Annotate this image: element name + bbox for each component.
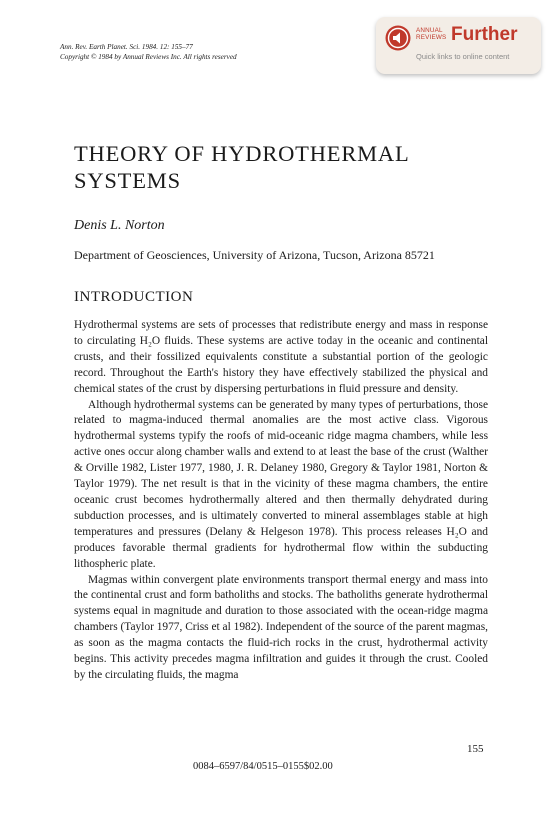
article-title: THEORY OF HYDROTHERMAL SYSTEMS	[74, 141, 409, 193]
paragraph: Although hydrothermal systems can be generated by many types of perturbations, those related to magma-induced thermal anomalies are the most active class. Vigorous hydrothermal systems typify the roofs of mid-oceanic ridge magma chambers, while less active ones occur along chamber walls and extend to at least the base of the crust (Walther & Orville 1982, Lister 1977, 1980, J. R. Delaney 1980, Gregory & Taylor 1981, Norton & Taylor 1979). The net result is that in the vicinity of these magma chambers, the entire oceanic crust becomes hydrothermally altered and then thermally dehydrated during subduction processes, and is ultimately converted to mineral assemblages stable at high temperatures and pressures (Delany & Helgeson 1978). This process releases H₂O and produces favorable thermal gradients for hydrothermal flow within the subducting lithospheric plate.	[74, 398, 488, 570]
journal-header	[60, 42, 237, 62]
paragraph: Hydrothermal systems are sets of processes that redistribute energy and mass in response to circulating H₂O fluids. These systems are active today in the oceanic and continental crusts, and their fossilized equivalents constitute a substantial portion of the geologic record. Throughout the Earth's history they have effectively stabilized the physical and chemical states of the crust by dispersing perturbations in fluid pressure and density.	[74, 319, 488, 395]
brand-line-reviews: REVIEWS	[416, 34, 447, 41]
speaker-icon	[385, 25, 411, 51]
copyright-line: Copyright © 1984 by Annual Reviews Inc. All rights reserved	[60, 53, 237, 61]
journal-citation: Ann. Rev. Earth Planet. Sci. 1984. 12: 155–77	[60, 43, 193, 51]
article-price-code: 0084–6597/84/0515–0155$02.00	[193, 761, 333, 772]
author-name: Denis L. Norton	[74, 218, 165, 233]
brand-line-annual: ANNUAL	[416, 27, 443, 34]
author-affiliation: Department of Geosciences, University of Arizona, Tucson, Arizona 85721	[74, 248, 435, 262]
further-wordmark: Further	[451, 24, 518, 45]
further-tagline: Quick links to online content	[416, 52, 510, 61]
article-body	[74, 318, 488, 684]
annual-reviews-further-badge[interactable]	[376, 17, 541, 74]
page-number: 155	[467, 743, 484, 755]
section-heading: INTRODUCTION	[74, 289, 194, 305]
annual-reviews-wordmark	[416, 27, 446, 41]
paragraph: Magmas within convergent plate environments transport thermal energy and mass into the continental crust and form batholiths and stocks. The batholiths generate hydrothermal systems equal in magnitude and duration to those associated with the ocean-ridge magma chambers (Taylor 1977, Criss et al 1982). Independent of the source of the parent magmas, as soon as the magma contacts the fluid-rich rocks in the crust, hydrothermal activity begins. This activity precedes magma infiltration and guides it through the crust. Cooled by the circulating fluids, the magma	[74, 573, 488, 681]
